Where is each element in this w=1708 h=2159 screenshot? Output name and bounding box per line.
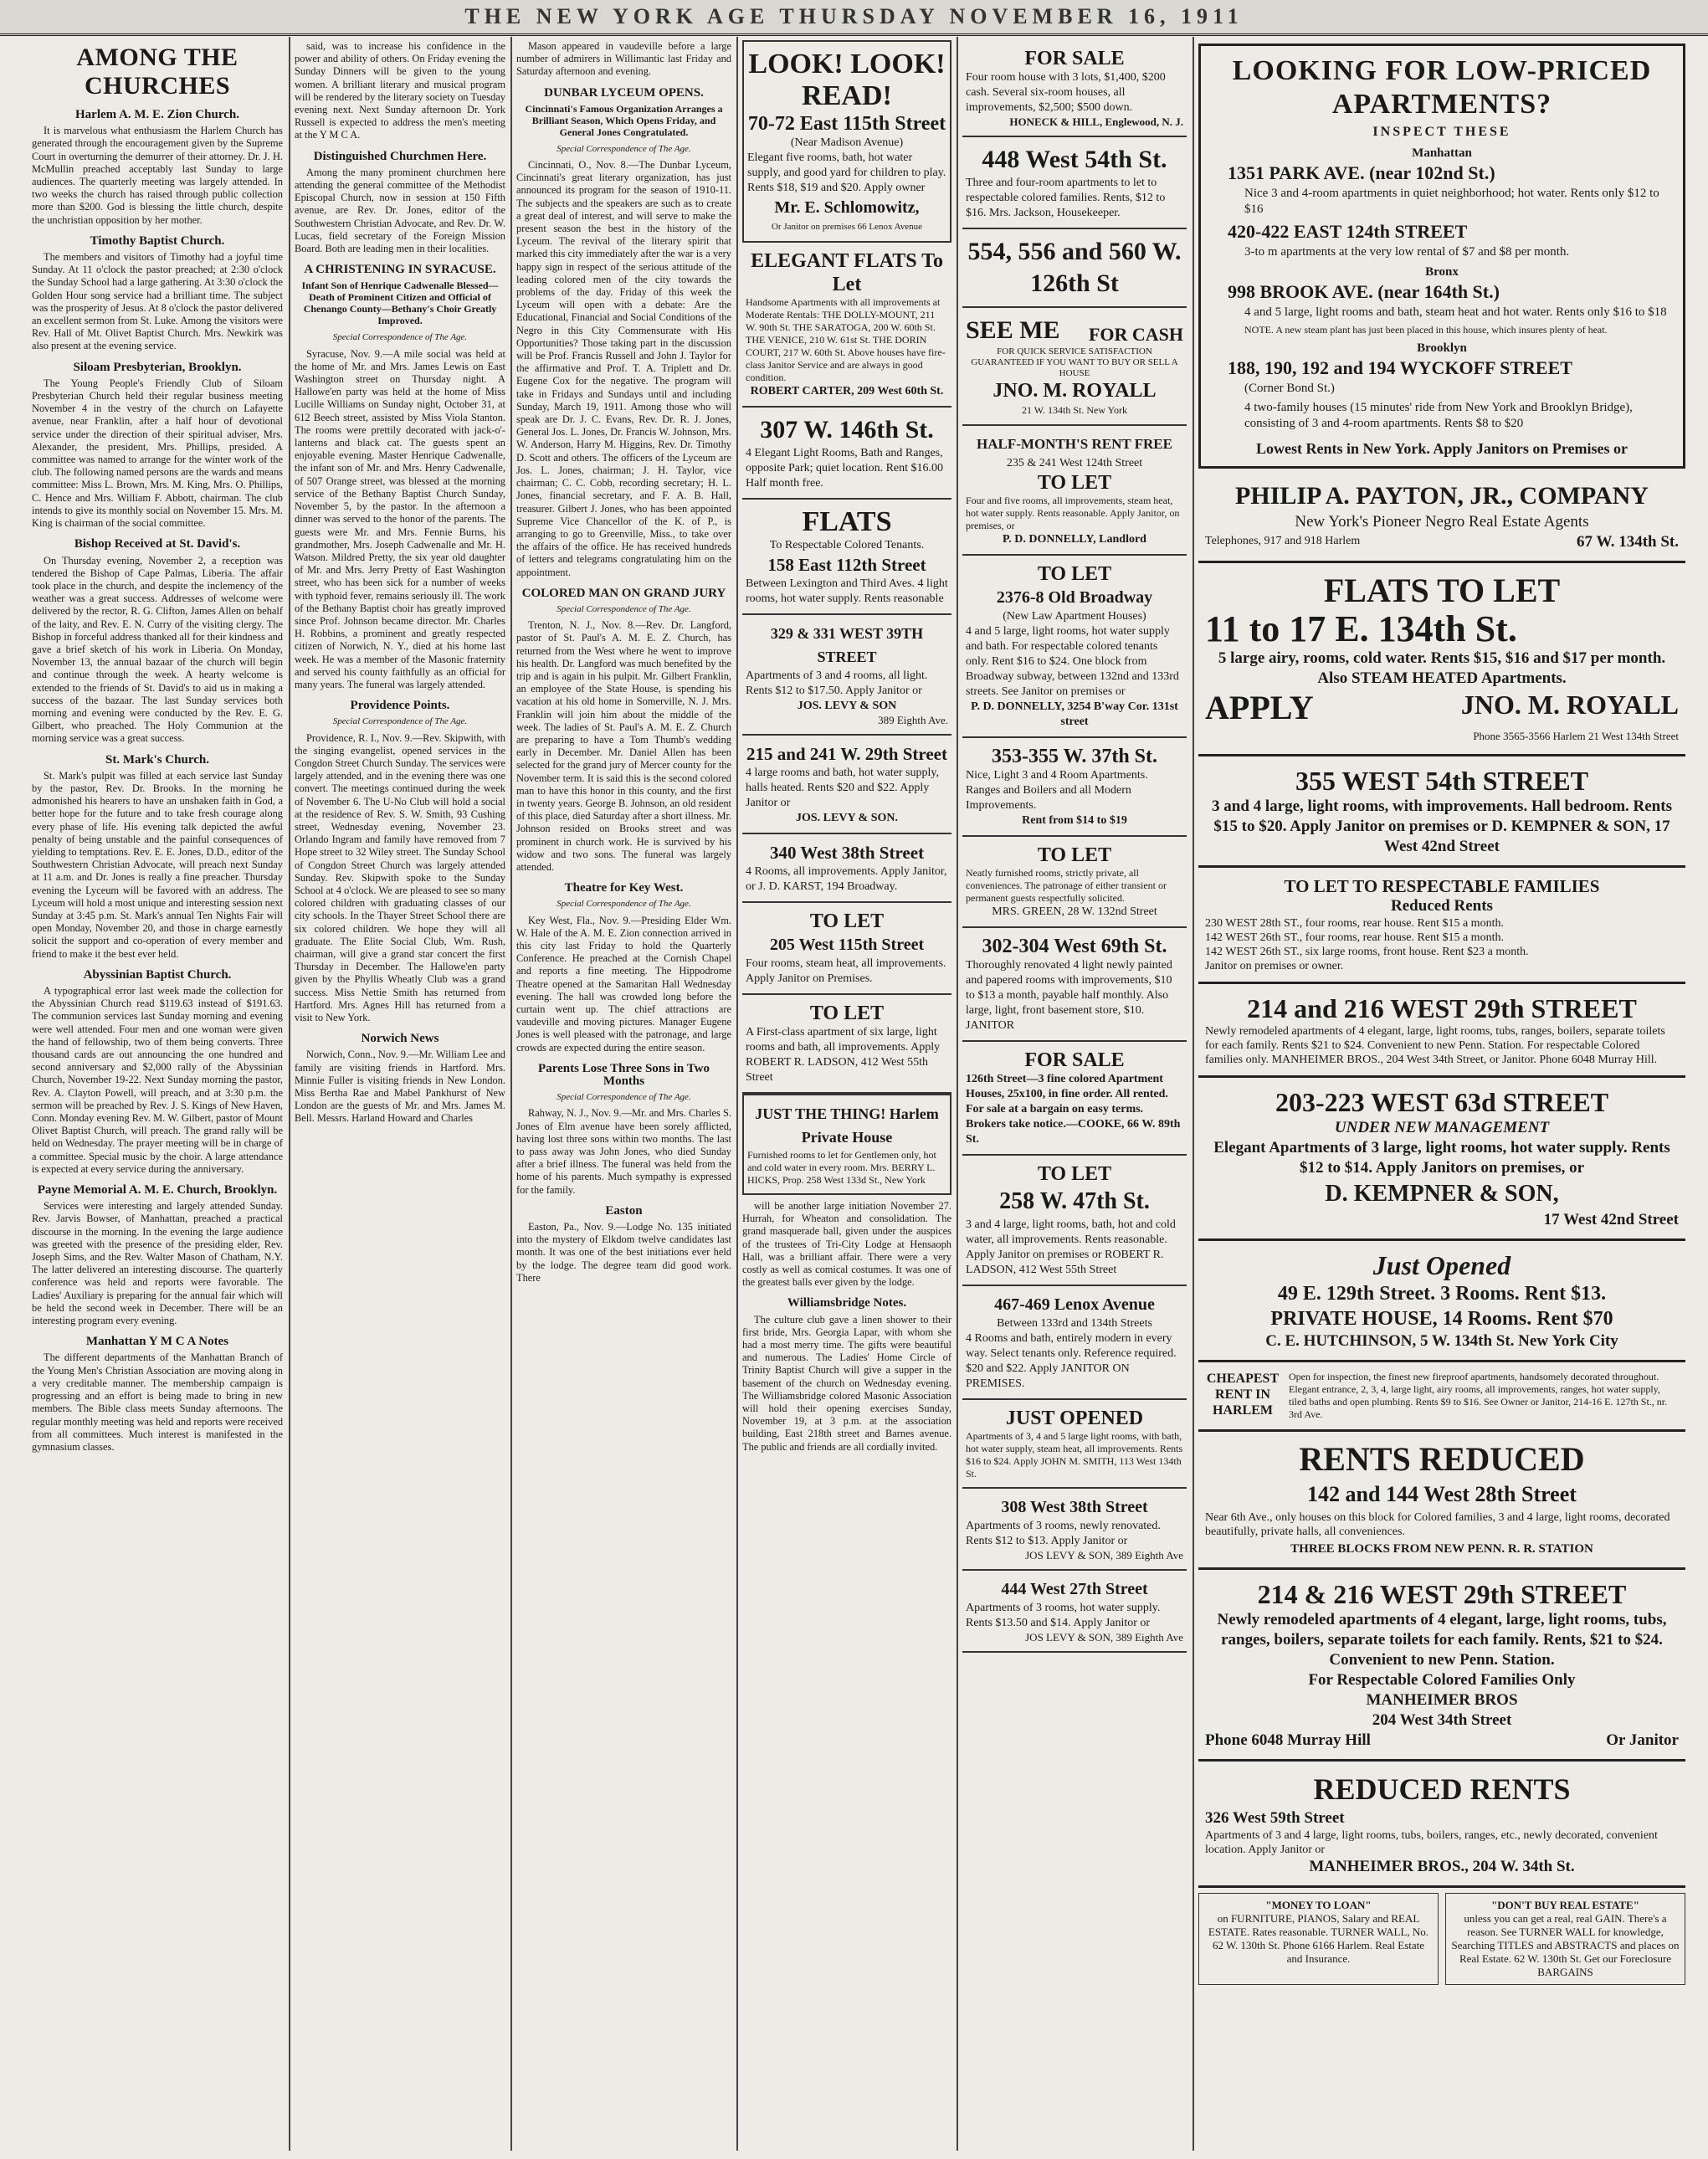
article-heading: Payne Memorial A. M. E. Church, Brooklyn. xyxy=(37,1183,278,1197)
ad-body: 4 and 5 large, light rooms and bath, steam heat and hot water. Rents only $16 to $18 xyxy=(1244,305,1667,319)
column-realestate xyxy=(1198,40,1685,2147)
classified-ad xyxy=(1198,1241,1685,1362)
article-body: Among the many prominent churchmen here attending the general committee of the Methodist Episcopal Church, now in session at 150 Fifth avenue, are Rev. Dr. Jones, editor of the Southwestern Christian Advocate, and Rev. Dr. W. Lucas, field secretary of the Foreign Mission Board. Both are leading men in their localities. xyxy=(295,166,505,255)
article-subheading: Cincinnati's Famous Organization Arranges a Brilliant Season, Which Opens Friday, and General Jones Congratulated. xyxy=(525,102,723,138)
ad-footer: Or Janitor on premises 66 Lenox Avenue xyxy=(771,222,923,232)
ad-rent: Rent from $14 to $19 xyxy=(1022,814,1127,827)
money-to-loan-ad xyxy=(1198,1893,1439,1985)
classified-ad xyxy=(962,1156,1187,1286)
classified-ad xyxy=(742,834,951,903)
article-body: The members and visitors of Timothy had a joyful time Sunday. At 11 o'clock the pastor preached; at 2:30 o'clock the Sunday School had a large gathering. At 3:30 o'clock the Golden Hour song service had a brilliant time. The subject was the prosperity of Jesus. At 8 o'clock the pastor delivered an excellent sermon from St. Luke. Among the visitors were Rev. Hall of Mt. Olivet Baptist Church. Mrs. Newkirk was also present at the evening service. xyxy=(32,251,283,352)
article-heading: Providence Points. xyxy=(350,699,450,713)
ad-headline: JUST THE THING! Harlem Private House xyxy=(755,1105,939,1146)
article-body: A typographical error last week made the collection for the Abyssinian Church read $119.63 instead of $191.63. The communion services last Sunday morning and evening were well attended. Four men and one woman were given the hand of fellowship, two of them being converts. Three thousand cards are out announcing the one hundred and second anniversary and $2,000 rally of the Abyssinian Church, November 19-22. Next Sunday morning the pastor, Rev. A. Clayton Powell, will preach, and at 3:30 p.m. the sermon will be preached by Rev. J. S. Kings of New Haven, Conn. Monday evening Rev. M. W. Gilbert, pastor of Mount Olivet Baptist Church, will preach. The grand rally will be held on Wednesday. The prayer meeting will be in charge of a committee. Special music by the choir. A large attendance is expected at every service during the anniversary. xyxy=(32,985,283,1175)
ad-headline: TO LET TO RESPECTABLE FAMILIES xyxy=(1284,876,1600,896)
area-label: Manhattan xyxy=(1412,146,1472,160)
ad-body: 4 two-family houses (15 minutes' ride from New York and Brooklyn Bridge), consisting of 3 and 4-room apartments. Rents $8 to $20 xyxy=(1244,401,1633,430)
article-heading: Bishop Received at St. David's. xyxy=(74,537,241,551)
ad-body: Apartments of 3 rooms, hot water supply. Rents $13.50 and $14. Apply Janitor or xyxy=(966,1602,1161,1629)
ad-body: on FURNITURE, PIANOS, Salary and REAL ESTATE. Rates reasonable. TURNER WALL, No. 62 W. 130th St. Phone 6166 Harlem. Real Estate and Insurance. xyxy=(1208,1912,1429,1965)
ad-subheading: Reduced Rents xyxy=(1391,897,1493,915)
ad-line: 142 WEST 26th ST., four rooms, rear house. Rent $15 a month. xyxy=(1205,931,1504,944)
column-ads-5 xyxy=(962,40,1187,2147)
ad-body: Neatly furnished rooms, strictly private, all conveniences. The patronage of either transient or permanent guests respectfully solicited. xyxy=(966,867,1167,904)
ad-headline: ELEGANT FLATS To Let xyxy=(751,250,943,295)
correspondence-line: Special Correspondence of The Age. xyxy=(332,716,468,727)
ad-headline: TO LET xyxy=(1037,844,1112,866)
royall-flats-ad xyxy=(1198,563,1685,756)
ad-headline: SEE ME xyxy=(966,316,1060,344)
classified-ad xyxy=(742,995,951,1094)
article-heading: Theatre for Key West. xyxy=(564,881,684,895)
ad-headline: LOOKING FOR LOW-PRICED APARTMENTS? xyxy=(1232,55,1652,120)
ad-address: 142 and 144 West 28th Street xyxy=(1307,1482,1577,1506)
article-body: Cincinnati, O., Nov. 8.—The Dunbar Lyceum, Cincinnati's great literary organization, has just announced its program for the season of 1910-11. The subjects and the speakers are such as to create a great deal of interest, and will serve to make the present season the best in the history of the Lyceum. The revival of the literary spirit that marked this city immediately after the war is a very happy sign in respect of the serious attitude of the leading colored men of the city towards the problems of the day. Friday of this week the Lyceum will open with a debate: Are the Educational, Financial and Social Conditions of the Negro in this City Commensurate with His Opportunities? Those taking part in the discussion will be Prof. Francis Russell and John J. Taylor for the affirmative and Prof. T. A. Triplett and Dr. Eugene Cox for the negative. The program will take in Fridays and Sundays until and including Sunday, March 19, 1911. Among those who will speak are Dr. J. C. Evans, Rev. Dr. R. J. Jones, General Jos. L. Jones, Dr. Francis W. Johnson, Mrs. W. Anderson, Harry M. Higgins, Rev. Dr. Timothy D. Scott and others. The officers of the Lyceum are Jos. L. Jones, chairman; J. H. Taylor, vice chairman; C. C. Cobb, recording secretary; H. L. Jones, financial secretary, and F. A. B. Hall, treasurer. Gilbert J. Jones, who has been appointed Supreme Vice Chancellor of the K. of P., is arranging to go to Greenville, Miss., to take over the affairs of the office. He has received hundreds of letters and telegrams congratulating him on the appointment. xyxy=(516,159,731,578)
article-heading: Siloam Presbyterian, Brooklyn. xyxy=(73,360,242,374)
classified-ad xyxy=(1198,756,1685,868)
ad-body: Handsome Apartments with all improvements at Moderate Rentals: THE DOLLY-MOUNT, 211 W. 90th St. THE SARATOGA, 200 W. 60th St. THE VENICE, 210 W. 61st St. THE DORIN COURT, 217 W. 60th St. Above houses have fire-class Janitor Service and are always in good condition. xyxy=(746,296,946,383)
ad-agent: MRS. GREEN, 28 W. 132nd Street xyxy=(992,905,1157,918)
article-heading: Easton xyxy=(605,1203,643,1218)
ad-headline: 308 West 38th Street xyxy=(1001,1498,1148,1516)
ad-body: unless you can get a real, real GAIN. There's a reason. See TURNER WALL for knowledge, Searching TITLES and ABSTRACTS and places on Real Estate. 62 W. 130th St. Get our Foreclosure BARGAINS xyxy=(1451,1912,1680,1978)
ad-headline: REDUCED RENTS xyxy=(1313,1772,1571,1806)
ad-body: 4 Rooms, all improvements. Apply Janitor, or J. D. KARST, 194 Broadway. xyxy=(746,865,947,893)
article-body: Rahway, N. J., Nov. 9.—Mr. and Mrs. Charles S. Jones of Elm avenue have been sorely afflicted, having lost three sons within two months. The last to pass away was John Jones, who died Sunday after a brief illness. The funeral was held from the home of his parents. Much sympathy is expressed for the family. xyxy=(516,1107,731,1196)
classified-ad xyxy=(962,1042,1187,1156)
ad-address: 258 W. 47th St. xyxy=(999,1188,1150,1214)
ad-body: Elegant five rooms, bath, hot water supply, and good yard for children to play. Rents $18, $19 and $20. Apply owner xyxy=(747,151,946,194)
classified-ad xyxy=(1198,868,1685,984)
article-body: Key West, Fla., Nov. 9.—Presiding Elder Wm. W. Hale of the A. M. E. Zion connection arrived in this city last Friday to hold the Quarterly Conference. He preached at the Cornish Chapel and reports a fine meeting. The Hippodrome Theatre opened at the Samaritan Hall Wednesday evening. The hall was crowded long before the curtain went up. The chief attractions are vaudeville and moving pictures. Manager Eugene Jones is well pleased with the patronage, and large crowds are expected during the entire season. xyxy=(516,914,731,1054)
ad-body: Near 6th Ave., only houses on this block for Colored families, 3 and 4 large, light rooms, decorated beautifully, private halls, all conveniences. xyxy=(1205,1511,1670,1538)
article-body: Easton, Pa., Nov. 9.—Lodge No. 135 initiated into the mystery of Elkdom twelve candidates last month. It was one of the best initiations ever held by the lodge. The degree team did good work. There xyxy=(516,1221,731,1284)
ad-subheading: 235 & 241 West 124th Street xyxy=(1006,457,1143,469)
article-heading: Distinguished Churchmen Here. xyxy=(313,149,487,163)
column-rule xyxy=(1193,37,1194,2151)
ad-body: 4 and 5 large, light rooms, hot water supply and bath. For respectable colored tenants only. Rent $16 to $24. One block from Broadway subway, between 132nd and 133rd streets. See Janitor on premises or xyxy=(966,625,1179,698)
column-churches xyxy=(32,40,283,2147)
article-body: St. Mark's pulpit was filled at each service last Sunday by the pastor, Rev. Dr. Brooks. In the morning he admonished his hearers to have an unshaken faith in God, a better hope for the future and to take fresh courage along every phase of life. His evening talk depicted the awful penalty of being unstable and the painful consequences of yielding to temptations. Rev. E. E. Jones, D.D., editor of the Southwestern Christian Advocate, will preach next Sunday at 11 a.m. and Dr. Jones is really a fine preacher. Thursday evening the Lyceum will be favored with an address. The Lyceum will hold a most unique and interesting session next Sunday at 3:45 p.m. St. Mark's annual Ten Nights Fair will open Monday, November 20, and those in charge earnestly solicit the support and co-operation of every member and friend to make it the best ever held. xyxy=(32,769,283,960)
ad-address: 204 West 34th Street xyxy=(1372,1711,1512,1729)
ad-headline: 444 West 27th Street xyxy=(1001,1580,1148,1598)
ad-body: Four and five rooms, all improvements, steam heat, hot water supply. Rents reasonable. Apply Janitor, on premises, or xyxy=(966,495,1180,531)
ad-body: Apartments of 3 and 4 large, light rooms, tubs, boilers, ranges, etc., newly decorated, convenient location. Apply Janitor or xyxy=(1205,1829,1658,1856)
ad-agent: JOS. LEVY & SON. xyxy=(795,812,898,824)
ad-body: 3-to m apartments at the very low rental of $7 and $8 per month. xyxy=(1244,245,1570,259)
ad-owner: Mr. E. Schlomowitz, xyxy=(774,198,920,217)
article-heading: Norwich News xyxy=(361,1032,439,1046)
correspondence-line: Special Correspondence of The Age. xyxy=(557,1092,691,1103)
ad-phone: Phone 3565-3566 Harlem 21 West 134th Street xyxy=(1473,730,1679,742)
article-heading: DUNBAR LYCEUM OPENS. xyxy=(544,85,704,100)
ad-footer: 21 W. 134th St. New York xyxy=(1021,404,1128,416)
ad-body: Elegant Apartments of 3 large, light rooms, hot water supply. Rents $12 to $14. Apply Janitors on premises, or xyxy=(1213,1139,1670,1177)
ad-agent: JOS LEVY & SON, 389 Eighth Ave xyxy=(1025,1631,1183,1644)
ad-body: Apartments of 3 and 4 rooms, all light. Rents $12 to $17.50. Apply Janitor or xyxy=(746,669,928,697)
ad-address: 70-72 East 115th Street xyxy=(747,113,946,135)
classified-ad xyxy=(962,308,1187,426)
ad-body: Apartments of 3 rooms, newly renovated. Rents $12 to $13. Apply Janitor or xyxy=(966,1520,1161,1547)
classified-ad xyxy=(1198,1762,1685,1888)
ad-agent: P. D. DONNELLY, 3254 B'way Cor. 131st street xyxy=(971,700,1178,728)
article-body: Trenton, N. J., Nov. 8.—Rev. Dr. Langford, pastor of St. Paul's A. M. E. Z. Church, has returned from the West where he went to improve his health. Dr. Langford was much benefited by the trip and is again in his pulpit. Mr. Gilbert Franklin, an employee of the State House, is spending his vacation at his old home in Somerville, N. J. Mrs. Franklin will join him about the middle of the week. The ladies of St. Paul's A. M. E. Z. Church are preparing to have a Tom Thumb's wedding early in December. Mr. Daniel Allen has been selected for the grand jury of Mercer county for the November term. It is said this is the second colored man to have this honor in this county, and the first in twenty years. George B. Johnson, an old resident of this place, died Saturday after a short illness. Mr. Johnson resided on Brooks street and was prominent in church work. He is survived by his widow and two sons. The funeral was largely attended. xyxy=(516,619,731,873)
ad-agent: MANHEIMER BROS xyxy=(1366,1691,1518,1709)
ad-subheading: INSPECT THESE xyxy=(1372,125,1511,139)
ad-headline: 340 West 38th Street xyxy=(769,843,925,863)
column-rule xyxy=(736,37,738,2151)
ad-headline: 355 WEST 54th STREET xyxy=(1295,766,1589,796)
classified-ad xyxy=(962,556,1187,738)
ad-agent: JOS LEVY & SON, 389 Eighth Ave xyxy=(1025,1549,1183,1562)
article-body: The different departments of the Manhattan Branch of the Young Men's Christian Association are moving along in a very creditable manner. The membership campaign is progressing and an effort is being made to bring in new members. The Bible class meets Sunday afternoons. The regular monthly meeting was held and reports were received from all committees. Much interest is manifested in the gymnasium classes. xyxy=(32,1351,283,1453)
article-body: Syracuse, Nov. 9.—A mile social was held at the home of Mr. and Mrs. James Lewis on East Washington street on Thursday night. A Hallowe'en party was held at the home of Miss Lucille Williams on Sunday night, October 31, at 612 Beech street, assisted by Miss Viola Stanton. The rooms were prettily decorated with jack-o'-lanterns and black cat. The guests spent an enjoyable evening. Master Henrique Cadwenalle, the infant son of Mr. and Mrs. Henry Cadwenalle, of 507 Orange street, was blessed at the morning service of the Bethany Baptist Church Sunday, November 5, by the pastor. In the afternoon a dinner was served to the honor of the parents. The guests were Mr. and Mrs. Fennie Burns, his grandmother, Mrs. Joseph Cadwenalle and Mr. H. Watson. Mildred Pretty, the six year old daughter of Mr. and Mrs. Jerry Pretty of East Washington street, who has been sick for a number of weeks with typhoid fever, remains seriously ill. The work of the Bethany Baptist choir has greatly improved since Prof. Johnson became director. Mr. Charles H. Robbins, a prominent and greatly respected citizen of Norwich, N. Y., died at his home last week. He was a member of the Masonic fraternity and served his county faithfully as an official for many years. The funeral was largely attended. xyxy=(295,347,505,690)
ad-body: Between Lexington and Third Aves. 4 light rooms, hot water supply. Rents reasonable xyxy=(746,577,948,605)
dont-buy-ad xyxy=(1445,1893,1685,1985)
ad-body: Four rooms, steam heat, all improvements. Apply Janitor on Premises. xyxy=(746,957,946,985)
ad-subheading: (Corner Bond St.) xyxy=(1244,382,1335,395)
ad-headline: 214 and 216 WEST 29th STREET xyxy=(1247,993,1637,1023)
section-title: AMONG THE CHURCHES xyxy=(76,44,239,100)
article-body: said, was to increase his confidence in the power and ability of others. On Friday evening the Sunday Dinners will be given to the young women. A brilliant literary and musical program will be rendered by the literary society on Tuesday evening next. Next Sunday afternoon Dr. York Russell is expected to address the men's meeting at the Y M C A. xyxy=(295,40,505,141)
ad-footer: Lowest Rents in New York. Apply Janitors on Premises or xyxy=(1256,440,1628,457)
classified-ad xyxy=(962,928,1187,1042)
area-label: Bronx xyxy=(1425,265,1459,279)
article-heading: COLORED MAN ON GRAND JURY xyxy=(521,586,726,600)
ad-janitor: Or Janitor xyxy=(1606,1731,1679,1749)
ad-address: 420-422 EAST 124th STREET xyxy=(1228,221,1468,242)
classified-ad xyxy=(1198,1432,1685,1570)
ad-agent: JNO. M. ROYALL xyxy=(1460,690,1679,720)
ad-body: Nice, Light 3 and 4 Room Apartments. Ranges and Boilers and all Modern Improvements. xyxy=(966,769,1148,812)
ad-body: FOR QUICK SERVICE SATISFACTION GUARANTEED IF YOU WANT TO BUY OR SELL A HOUSE xyxy=(971,346,1178,378)
ad-headline: Just Opened xyxy=(1372,1250,1511,1280)
ad-note: (Near Madison Avenue) xyxy=(790,136,904,149)
ad-agent: HONECK & HILL, Englewood, N. J. xyxy=(1009,115,1183,128)
column-rule xyxy=(957,37,958,2151)
ad-footer: Janitor on premises or owner. xyxy=(1205,960,1344,972)
ad-agent: P. D. DONNELLY, Landlord xyxy=(1003,533,1146,546)
classified-ad xyxy=(742,736,951,834)
ad-agent: JNO. M. ROYALL xyxy=(992,380,1157,402)
classified-ad xyxy=(1198,1570,1685,1762)
column-rule xyxy=(510,37,512,2151)
ad-headline: 214 & 216 WEST 29th STREET xyxy=(1257,1579,1627,1609)
ad-body: Nice 3 and 4-room apartments in quiet neighborhood; hot water. Rents only $12 to $16 xyxy=(1244,187,1659,216)
ad-footer: 389 Eighth Ave. xyxy=(878,714,948,726)
article-heading: A CHRISTENING IN SYRACUSE. xyxy=(304,263,496,277)
ad-address: 998 BROOK AVE. (near 164th St.) xyxy=(1228,281,1500,302)
ad-tolet: TO LET xyxy=(1037,472,1112,494)
ad-body: A First-class apartment of six large, light rooms and bath, all improvements. Apply ROBERT R. LADSON, 412 West 55th Street xyxy=(746,1026,941,1084)
ad-headline: 203-223 WEST 63d STREET xyxy=(1275,1087,1609,1117)
classified-ad xyxy=(1198,984,1685,1078)
ad-address: 326 West 59th Street xyxy=(1205,1809,1345,1827)
ad-agent: JOS. LEVY & SON xyxy=(797,700,897,712)
ad-headline: "DON'T BUY REAL ESTATE" xyxy=(1491,1899,1639,1911)
ad-headline: HALF-MONTH'S RENT FREE xyxy=(977,436,1172,452)
ad-headline: 467-469 Lenox Avenue xyxy=(994,1295,1155,1314)
ad-body: Newly remodeled apartments of 4 elegant, large, light rooms, tubs, ranges, boilers, separate toilets for each family. Rents $21 to $24. Convenient to new Penn. Station. For respectable Colored families only. MANHEIMER BROS., 204 West 34th Street, or Janitor. Phone 6048 Murray Hill. xyxy=(1205,1025,1665,1066)
ad-headline: CHEAPEST RENT IN HARLEM xyxy=(1206,1372,1280,1418)
column-news-2 xyxy=(295,40,505,2147)
column-news-3 xyxy=(516,40,731,2147)
classified-ad xyxy=(742,903,951,995)
classified-ad xyxy=(1198,1078,1685,1241)
article-body: Providence, R. I., Nov. 9.—Rev. Skipwith, with the singing evangelist, opened services in the Congdon Street Church Sunday. The services were largely attended, and in the evening there was one convert. The meetings continued during the week of November 6. The U-No Club will hold a social at the residence of Rev. S. W. Smith, 93 Cushing street, Wednesday evening, November 23. Orlando Ingram and family have removed from 7 Hope street to 32 Wiley street. The Sunday School of Congdon Street Church was largely attended Sunday. Rev. Skipwith spoke to the Sunday School at 4 o'clock. We are pleased to see so many colored children with graduating classes of our city schools. In the Thayer Street School there are six colored children. We hope they will all graduate. The Elite Social Club, Wm. Rush, chairman, will give a grand star concert the first Thursday in December. The Hallowe'en party given by the Phyllis Wheatly Club was a grand success. Miss Nettie Smith has returned from Hartford. Mrs. Agnes Hill has returned from a visit to New York. xyxy=(295,731,505,1024)
classified-ad xyxy=(962,1571,1187,1653)
article-body: The culture club gave a linen shower to their first bride, Mrs. Georgia Lapar, with whom she had a most merry time. The gifts were beautiful and numerous. The Ladies' Home Circle of Trinity Baptist Church will give a supper in the basement of the church on Wednesday evening. The Williamsbridge colored Masonic Association will hold their opening exercises Sunday, November 19, at 3 p.m. at the association building, East 218th street and Barnes avenue. The public and friends are all cordially invited. xyxy=(742,1313,951,1453)
correspondence-line: Special Correspondence of The Age. xyxy=(332,332,468,343)
ad-body: Open for inspection, the finest new fireproof apartments, handsomely decorated throughout. Elegant entrance, 2, 3, 4, large light, airy rooms, all improvements, ranges, hot water supply, tiled baths and open plumbing. Rents $9 to $16. See Owner or Janitor, 214-16 E. 127th St., nr. 3rd Ave. xyxy=(1289,1371,1668,1420)
ad-headline: 302-304 West 69th St. xyxy=(982,936,1167,957)
ad-address: 158 East 112th Street xyxy=(767,555,926,575)
ad-body: Thoroughly renovated 4 light newly painted and papered rooms with improvements, $10 to $13 a month, payable half monthly. Also large, light, front basement store, $10. JANITOR xyxy=(966,959,1172,1032)
classified-ad xyxy=(962,738,1187,837)
ad-subheading: UNDER NEW MANAGEMENT xyxy=(1334,1119,1550,1136)
payton-company-ad xyxy=(1198,472,1685,563)
ad-line: PRIVATE HOUSE, 14 Rooms. Rent $70 xyxy=(1270,1308,1613,1330)
article-subheading: Infant Son of Henrique Cadwenalle Blessed—Death of Prominent Citizen and Official of Chenango County—Bethany's Choir Greatly Improved. xyxy=(301,279,499,327)
ad-headline: 353-355 W. 37th St. xyxy=(991,746,1158,767)
ad-headline: 307 W. 146th St. xyxy=(760,416,934,444)
article-body: will be another large initiation November 27. Hurrah, for Wheaton and consolidation. The grand masquerade ball, given under the auspices of the trustees of Tri-City Lodge at Hensaoph Hall, was a brilliant affair. There were a very costly as well as comical costumes. It was one of the greatest balls ever given by the lodge. xyxy=(742,1200,951,1289)
article-body: Norwich, Conn., Nov. 9.—Mr. William Lee and family are visiting friends in Hartford. Mrs. Minnie Fuller is visiting friends in New London. Miss Bertha Rae and Mabel Pankhurst of New London are the guests of Mr. and Mrs. James M. Bell. Messrs. Harland Howard and Charles xyxy=(295,1049,505,1125)
ad-body: 3 and 4 large, light rooms, with improvements. Hall bedroom. Rents $15 to $20. Apply Janitor on premises or D. KEMPNER & SON, 17 West 42nd Street xyxy=(1212,797,1672,855)
apply-label: APPLY xyxy=(1205,689,1314,726)
ad-line: 142 WEST 26th ST., six large rooms, front house. Rent $23 a month. xyxy=(1205,946,1529,958)
ad-headline: "MONEY TO LOAN" xyxy=(1265,1899,1372,1911)
ad-subheading: Between 133rd and 134th Streets xyxy=(997,1317,1152,1330)
ad-headline: LOOK! LOOK! READ! xyxy=(748,49,946,111)
ad-note: Also STEAM HEATED Apartments. xyxy=(1317,669,1567,687)
ad-footer: C. E. HUTCHINSON, 5 W. 134th St. New York City xyxy=(1265,1332,1618,1350)
classified-ad xyxy=(742,243,951,408)
ad-body: 4 Rooms and bath, entirely modern in every way. Select tenants only. Reference required. $20 and $22. Apply JANITOR ON PREMISES. xyxy=(966,1332,1177,1390)
ad-agent: D. KEMPNER & SON, xyxy=(1325,1181,1559,1207)
ad-body: 5 large airy, rooms, cold water. Rents $15, $16 and $17 per month. xyxy=(1218,649,1666,667)
ad-headline: 448 West 54th St. xyxy=(982,146,1167,173)
ad-body: Four room house with 3 lots, $1,400, $200 cash. Several six-room houses, all improvements, $2,500; $500 down. xyxy=(966,71,1166,114)
ad-body: Newly remodeled apartments of 4 elegant, large, light rooms, tubs, ranges, boilers, separate toilets for each family. Rents, $21 to $24. Convenient to new Penn. Station. xyxy=(1217,1611,1667,1669)
payton-box-ad xyxy=(1198,44,1685,469)
ad-address: 2376-8 Old Broadway xyxy=(996,588,1153,607)
ad-body: 3 and 4 large, light rooms, bath, hot and cold water, all improvements. Rents reasonable. Apply Janitor on premises or ROBERT R. LADSON, 412 West 55th Street xyxy=(966,1218,1176,1276)
ad-headline: FLATS xyxy=(802,506,892,537)
ad-cash: FOR CASH xyxy=(1088,324,1183,345)
classified-ad xyxy=(742,1094,951,1195)
column-rule xyxy=(289,37,290,2151)
ad-agent: MANHEIMER BROS., 204 W. 34th St. xyxy=(1309,1858,1575,1875)
ad-subheading: To Respectable Colored Tenants. xyxy=(769,539,925,551)
ad-headline: RENTS REDUCED xyxy=(1299,1440,1585,1478)
ad-note: For Respectable Colored Families Only xyxy=(1308,1671,1576,1689)
ad-footer: THREE BLOCKS FROM NEW PENN. R. R. STATION xyxy=(1290,1542,1593,1556)
company-address: 67 W. 134th St. xyxy=(1577,533,1679,551)
ad-body: 4 large rooms and bath, hot water supply, halls heated. Rents $20 and $22. Apply Janitor or xyxy=(746,767,939,809)
ad-body: Furnished rooms to let for Gentlemen only, hot and cold water in every room. Mrs. BERRY L. HICKS, Prop. 258 West 133d St., New York xyxy=(747,1149,936,1186)
ad-note: (New Law Apartment Houses) xyxy=(1003,610,1146,623)
classified-ad xyxy=(962,1489,1187,1571)
ad-body: 126th Street—3 fine colored Apartment Houses, 25x100, in fine order. All rented. For sale at a bargain on easy terms. Brokers take notice.—COOKE, 66 W. 89th St. xyxy=(966,1073,1181,1146)
ad-address: 17 West 42nd Street xyxy=(1543,1211,1679,1228)
ad-headline: FLATS TO LET xyxy=(1323,572,1561,609)
article-heading: Harlem A. M. E. Zion Church. xyxy=(75,108,239,121)
ad-headline: 329 & 331 WEST 39TH STREET xyxy=(770,625,924,665)
article-heading: Timothy Baptist Church. xyxy=(90,233,225,248)
classified-ad xyxy=(962,426,1187,556)
company-phone: Telephones, 917 and 918 Harlem xyxy=(1205,535,1361,547)
ad-body: Apartments of 3, 4 and 5 large light rooms, with bath, hot water supply, steam heat, all improvements. Rents $16 to $24. Apply JOHN M. SMITH, 113 West 134th St. xyxy=(966,1430,1183,1480)
ad-headline: TO LET xyxy=(1037,563,1112,585)
ad-headline: TO LET xyxy=(809,910,885,932)
classified-ad xyxy=(742,408,951,500)
ad-address: 188, 190, 192 and 194 WYCKOFF STREET xyxy=(1228,357,1572,378)
ad-address: 205 West 115th Street xyxy=(769,936,925,954)
article-body: On Thursday evening, November 2, a reception was tendered the Bishop of Cape Palmas, Liberia. The affair took place in the church, and despite the inclemency of the weather was a great success. Addresses of welcome were delivered by the rector, R. G. Clifton, James Allen on behalf of the laity, and Rev. E. N. Curry of the visiting clergy. The Bishop in forceful address thanked all for their kindness and gave a brief sketch of his work in Liberia. On Monday, November 13, the annual bazaar of the church will begin and continue through the week. A hearty welcome is extended to the friends of St. David's to aid us in making a success of the bazaar. The last Sunday services both morning and evening were conducted by the Rev. E. G. Gilbert, who preached. The Holy Communion at the morning service was a great success. xyxy=(32,554,283,745)
ad-headline: 215 and 241 W. 29th Street xyxy=(746,744,947,764)
correspondence-line: Special Correspondence of The Age. xyxy=(557,143,691,154)
article-body: It is marvelous what enthusiasm the Harlem Church has generated through the encouragement given by the Supreme Court in overturning the demurrer of their attorney. Dr. J. H. McMullin preached acceptably last Sunday to large audiences. The quarterly meeting was largely attended. In two weeks the church has raised through public collection more than $200. God is blessing the little church, despite the unchristian opposition by her mother. xyxy=(32,125,283,226)
ad-body: 4 Elegant Light Rooms, Bath and Ranges, opposite Park; quiet location. Rent $16.00 Half month free. xyxy=(746,447,944,490)
classified-ad xyxy=(962,137,1187,229)
ad-line: 49 E. 129th Street. 3 Rooms. Rent $13. xyxy=(1277,1283,1607,1305)
ad-headline: FOR SALE xyxy=(1024,1049,1125,1071)
ad-headline: JUST OPENED xyxy=(1005,1408,1144,1429)
masthead: THE NEW YORK AGE THURSDAY NOVEMBER 16, 1911 xyxy=(0,0,1708,36)
article-heading: Parents Lose Three Sons in Two Months xyxy=(538,1061,710,1089)
article-heading: Williamsbridge Notes. xyxy=(787,1296,907,1310)
ad-headline: FOR SALE xyxy=(1024,48,1125,69)
ad-headline: 554, 556 and 560 W. 126th St xyxy=(967,238,1182,297)
company-name: PHILIP A. PAYTON, JR., COMPANY xyxy=(1235,482,1649,510)
ad-agent: ROBERT CARTER, 209 West 60th St. xyxy=(750,385,944,397)
ad-phone: Phone 6048 Murray Hill xyxy=(1205,1731,1371,1749)
classified-ad xyxy=(962,837,1187,928)
ad-address: 11 to 17 E. 134th St. xyxy=(1205,608,1517,649)
ad-headline: TO LET xyxy=(1037,1163,1112,1185)
ad-note: NOTE. A new steam plant has just been placed in this house, which insures plenty of heat. xyxy=(1244,324,1608,336)
article-heading: Manhattan Y M C A Notes xyxy=(85,1335,229,1349)
classified-ad xyxy=(742,40,951,243)
classified-ad xyxy=(962,1400,1187,1489)
classified-ad xyxy=(742,500,951,615)
classified-ad xyxy=(742,615,951,736)
ad-headline: TO LET xyxy=(809,1003,885,1024)
classified-ad xyxy=(962,229,1187,308)
article-body: Services were interesting and largely attended Sunday. Rev. Jarvis Bowser, of Manhattan, preached a practical discourse in the morning. In the evening the large audience was greeted with the presence of the presiding elder, Rev. Joseph Sims, and the Rev. Walter Mason of Chatham, N.Y. The latter delivered an interesting discourse. The quarterly conference was held and reports were favorable. The Ladies' Auxiliary is preparing for the annual fair which will be held the second week in December. There will be an interesting program every evening. xyxy=(32,1200,283,1327)
ad-address: 1351 PARK AVE. (near 102nd St.) xyxy=(1228,162,1495,183)
area-label: Brooklyn xyxy=(1417,341,1467,355)
article-body: The Young People's Friendly Club of Siloam Presbyterian Church held their regular business meeting November 4 in the vestry of the church on Lafayette avenue, near Franklin, after a half hour of devotional service under the direction of their spiritual adviser, Mrs. Alexander, the president, Mrs. Phillips, presided. A committee was named to arrange for the winter work of the club. The following named persons are the wards and means committee: Miss L. Brown, Mrs. M. King, Mrs. O. Phillips, C. Hence and Mrs. William F. Abbott, chairman. The club intends to give its monthly social on November 15. Mrs. M. King is chairman of the social committee. xyxy=(32,377,283,530)
article-body: Mason appeared in vaudeville before a large number of admirers in Willimantic last Friday and Saturday afternoon and evening. xyxy=(516,40,731,78)
article-heading: St. Mark's Church. xyxy=(105,752,209,767)
classified-ad xyxy=(962,1286,1187,1400)
column-ads-4 xyxy=(742,40,951,2147)
correspondence-line: Special Correspondence of The Age. xyxy=(557,899,691,910)
ad-body: Three and four-room apartments to let to respectable colored families. Rents, $12 to $16. Mrs. Jackson, Housekeeper. xyxy=(966,177,1166,219)
classified-ad xyxy=(1198,1362,1685,1432)
ad-line: 230 WEST 28th ST., four rooms, rear house. Rent $15 a month. xyxy=(1205,917,1504,930)
article-heading: Abyssinian Baptist Church. xyxy=(83,967,232,982)
correspondence-line: Special Correspondence of The Age. xyxy=(557,603,691,614)
company-tagline: New York's Pioneer Negro Real Estate Agents xyxy=(1295,513,1589,531)
classified-ad xyxy=(962,40,1187,137)
